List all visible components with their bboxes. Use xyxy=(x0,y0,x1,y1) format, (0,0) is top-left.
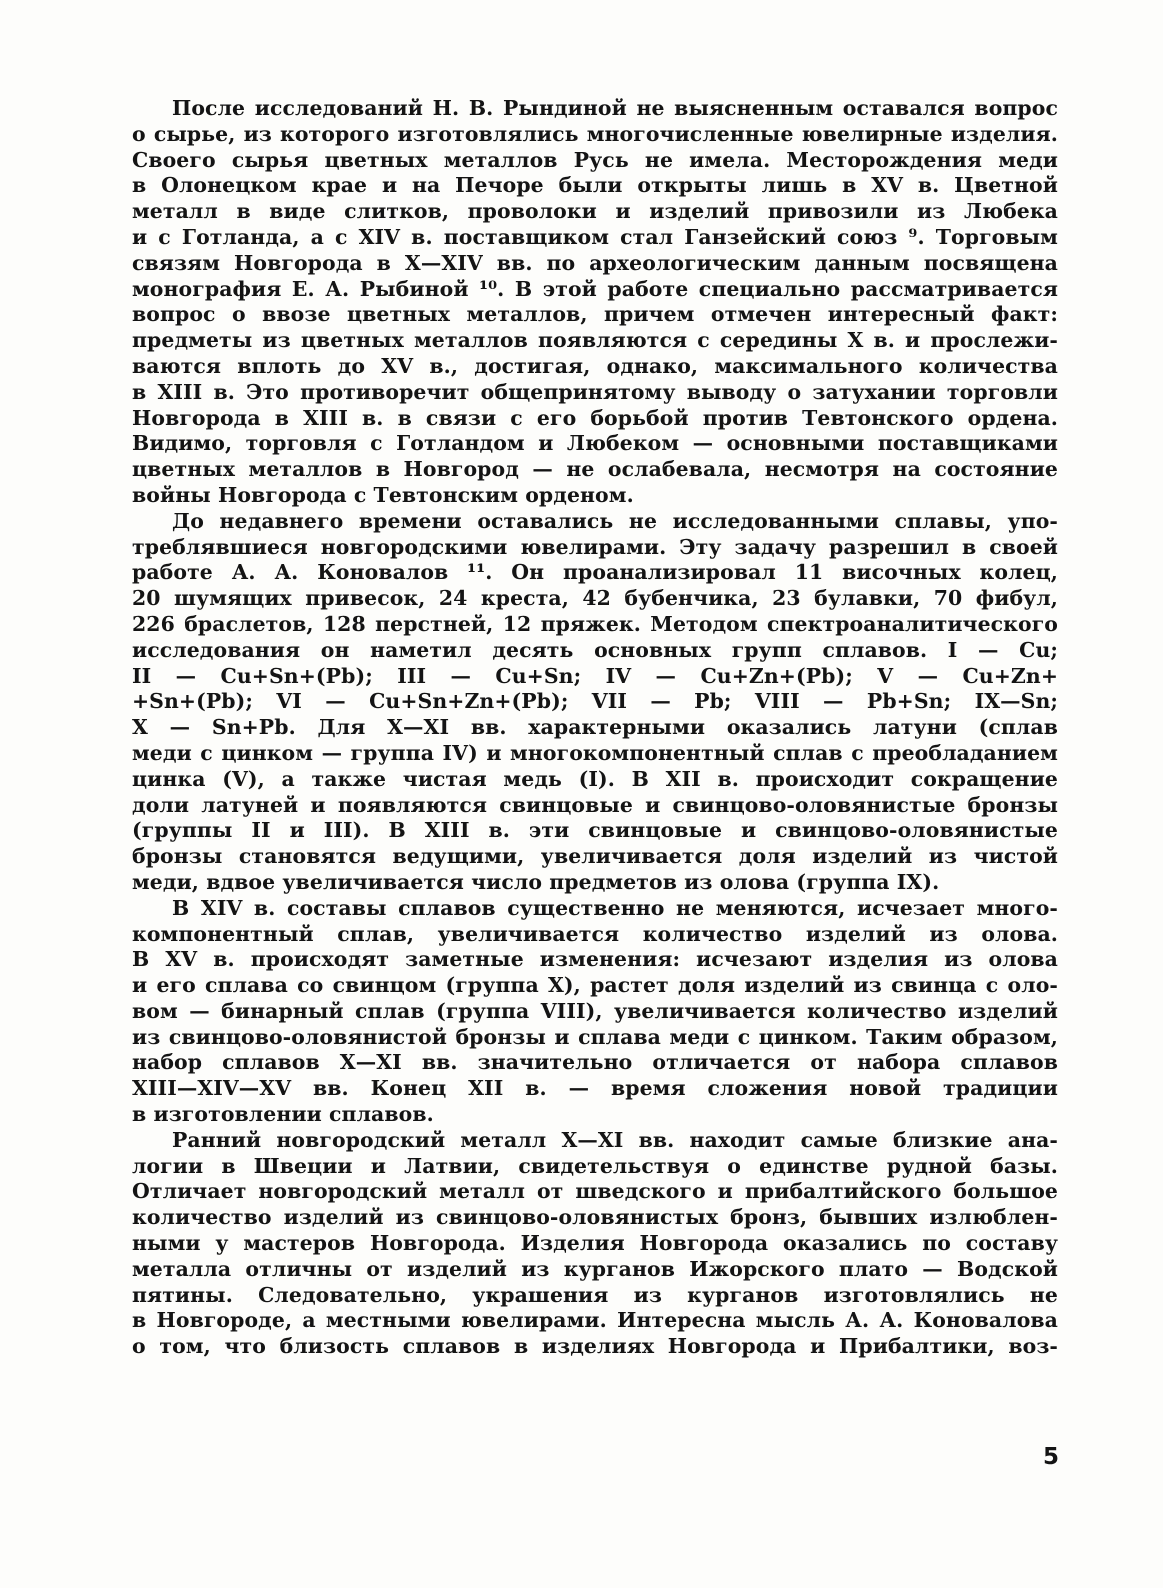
text-line: II — Cu+Sn+(Pb); III — Cu+Sn; IV — Cu+Zn+(Pb); V — Cu+Zn+ xyxy=(132,663,1058,688)
text-line: металла отличны от изделий из курганов Ижорского плато — Водской xyxy=(132,1256,1058,1281)
text-line: монография Е. А. Рыбиной ¹⁰. В этой работе специально рассматривается xyxy=(132,276,1058,301)
text-line: металл в виде слитков, проволоки и изделий привозили из Любека xyxy=(132,199,1058,224)
text-line: и с Готланда, а с XIV в. поставщиком стал Ганзейский союз ⁹. Торговым xyxy=(132,224,1058,249)
text-line: количество изделий из свинцово-оловянистых бронз, бывших излюблен- xyxy=(132,1205,1058,1230)
text-line: 226 браслетов, 128 перстней, 12 пряжек. Методом спектроаналитического xyxy=(132,611,1058,636)
text-line: логии в Швеции и Латвии, свидетельствуя о единстве рудной базы. xyxy=(132,1153,1058,1178)
text-line: бронзы становятся ведущими, увеличивается доля изделий из чистой xyxy=(132,844,1058,869)
text-line: треблявшиеся новгородскими ювелирами. Эту задачу разрешил в своей xyxy=(132,534,1058,559)
text-line: ваются вплоть до XV в., достигая, однако, максимального количества xyxy=(132,353,1058,378)
text-line: XIII—XIV—XV вв. Конец XII в. — время сложения новой традиции xyxy=(132,1076,1058,1101)
text-line: Ранний новгородский металл X—XI вв. находит самые близкие ана- xyxy=(172,1127,1058,1152)
text-line: доли латуней и появляются свинцовые и свинцово-оловянистые бронзы xyxy=(132,792,1058,817)
text-line: набор сплавов X—XI вв. значительно отличается от набора сплавов xyxy=(132,1050,1058,1075)
text-line: В XV в. происходят заметные изменения: исчезают изделия из олова xyxy=(132,947,1058,972)
paragraph-2 xyxy=(132,509,1058,896)
text-line: связям Новгорода в X—XIV вв. по археологическим данным посвящена xyxy=(132,250,1058,275)
page-number: 5 xyxy=(1042,1444,1059,1470)
text-line: в Олонецком крае и на Печоре были открыты лишь в XV в. Цветной xyxy=(132,173,1058,198)
text-line: цинка (V), а также чистая медь (I). В XII в. происходит сокращение xyxy=(132,766,1058,791)
text-line: в изготовлении сплавов. xyxy=(132,1102,434,1127)
text-line: После исследований Н. В. Рындиной не выясненным оставался вопрос xyxy=(172,96,1058,120)
text-line: компонентный сплав, увеличивается количество изделий из олова. xyxy=(132,921,1058,946)
text-line: цветных металлов в Новгород — не ослабевала, несмотря на состояние xyxy=(132,457,1058,482)
body-text xyxy=(132,96,1058,1360)
text-line: меди с цинком — группа IV) и многокомпонентный сплав с преобладанием xyxy=(132,740,1058,765)
text-line: Новгорода в XIII в. в связи с его борьбой против Тевтонского ордена. xyxy=(132,405,1058,430)
text-line: в Новгороде, а местными ювелирами. Интересна мысль А. А. Коновалова xyxy=(132,1308,1058,1333)
text-line: предметы из цветных металлов появляются с середины X в. и прослежи- xyxy=(132,328,1058,353)
paragraph-1 xyxy=(132,96,1058,509)
text-line: +Sn+(Pb); VI — Cu+Sn+Zn+(Pb); VII — Pb; VIII — Pb+Sn; IX—Sn; xyxy=(132,689,1058,714)
text-line: (группы II и III). В XIII в. эти свинцовые и свинцово-оловянистые xyxy=(132,818,1058,843)
paragraph-3 xyxy=(132,896,1058,1128)
text-line: Отличает новгородский металл от шведского и прибалтийского большое xyxy=(132,1179,1058,1204)
text-line: меди, вдвое увеличивается число предметов из олова (группа IX). xyxy=(132,869,940,894)
text-line: войны Новгорода с Тевтонским орденом. xyxy=(132,482,634,507)
text-line: о том, что близость сплавов в изделиях Новгорода и Прибалтики, воз- xyxy=(132,1334,1058,1359)
text-line: ными у мастеров Новгорода. Изделия Новгорода оказались по составу xyxy=(132,1231,1058,1256)
text-line: В XIV в. составы сплавов существенно не меняются, исчезает много- xyxy=(172,895,1058,920)
text-line: работе А. А. Коновалов ¹¹. Он проанализировал 11 височных колец, xyxy=(132,560,1058,585)
paragraph-4 xyxy=(132,1128,1058,1360)
text-line: X — Sn+Pb. Для X—XI вв. характерными оказались латуни (сплав xyxy=(132,715,1058,740)
text-line: исследования он наметил десять основных групп сплавов. I — Cu; xyxy=(132,637,1058,662)
text-line: вом — бинарный сплав (группа VIII), увеличивается количество изделий xyxy=(132,998,1058,1023)
text-line: и его сплава со свинцом (группа X), растет доля изделий из свинца с оло- xyxy=(132,973,1058,998)
text-line: До недавнего времени оставались не исследованными сплавы, упо- xyxy=(172,508,1058,533)
text-line: вопрос о ввозе цветных металлов, причем отмечен интересный факт: xyxy=(132,302,1058,327)
text-line: 20 шумящих привесок, 24 креста, 42 бубенчика, 23 булавки, 70 фибул, xyxy=(132,586,1058,611)
text-line: пятины. Следовательно, украшения из курганов изготовлялись не xyxy=(132,1282,1058,1307)
text-line: Своего сырья цветных металлов Русь не имела. Месторождения меди xyxy=(132,147,1058,172)
text-line: из свинцово-оловянистой бронзы и сплава меди с цинком. Таким образом, xyxy=(132,1024,1058,1049)
text-line: Видимо, торговля с Готландом и Любеком — основными поставщиками xyxy=(132,431,1058,456)
text-line: о сырье, из которого изготовлялись многочисленные ювелирные изделия. xyxy=(132,121,1058,146)
text-line: в XIII в. Это противоречит общепринятому выводу о затухании торговли xyxy=(132,379,1058,404)
